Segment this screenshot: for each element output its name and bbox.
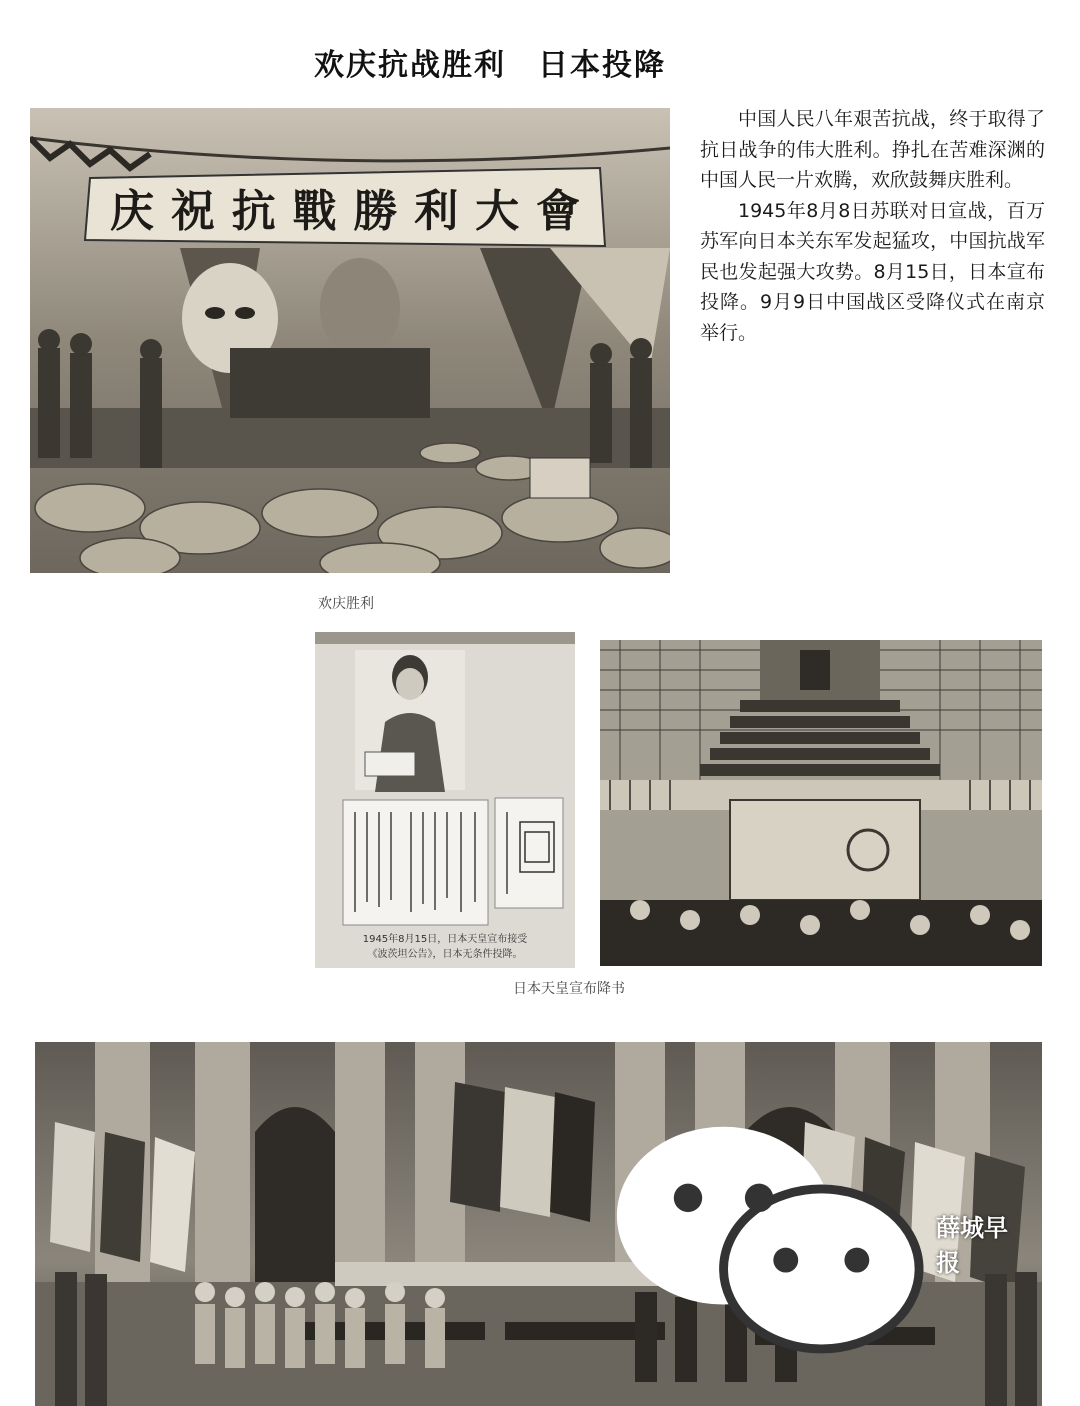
banner-text: 庆祝抗戰勝利大會: [110, 186, 580, 237]
rescript-inner-caption-2: 《波茨坦公告》，日本无条件投降。: [367, 949, 523, 960]
emperor-hall-photo: [600, 640, 1042, 966]
paragraph-2: 1945年8月8日苏联对日宣战，百万苏军向日本关东军发起猛攻，中国抗战军民也发起强大攻势。8月15日，日本宣布投降。9月9日中国战区受降仪式在南京举行。: [700, 199, 1045, 344]
page-title: 欢庆抗战胜利 日本投降: [314, 48, 666, 83]
paragraph-1: 中国人民八年艰苦抗战，终于取得了抗日战争的伟大胜利。挣扎在苦难深渊的中国人民一片欢腾，欢欣鼓舞庆胜利。: [700, 108, 1045, 191]
nanjing-surrender-ceremony-photo: [35, 1042, 1042, 1406]
rescript-inner-caption-1: 1945年8月15日，日本天皇宣布接受: [362, 934, 528, 945]
intro-text: [700, 104, 1045, 348]
emperor-rescript-photo: [315, 632, 575, 968]
celebration-photo: [30, 108, 670, 573]
celebration-caption: 欢庆胜利: [318, 596, 374, 612]
wechat-icon: [608, 1109, 928, 1376]
emperor-rescript-caption: 日本天皇宣布降书: [513, 981, 625, 997]
watermark: [608, 1109, 1012, 1376]
watermark-text: 薛城早报: [935, 1213, 1008, 1277]
